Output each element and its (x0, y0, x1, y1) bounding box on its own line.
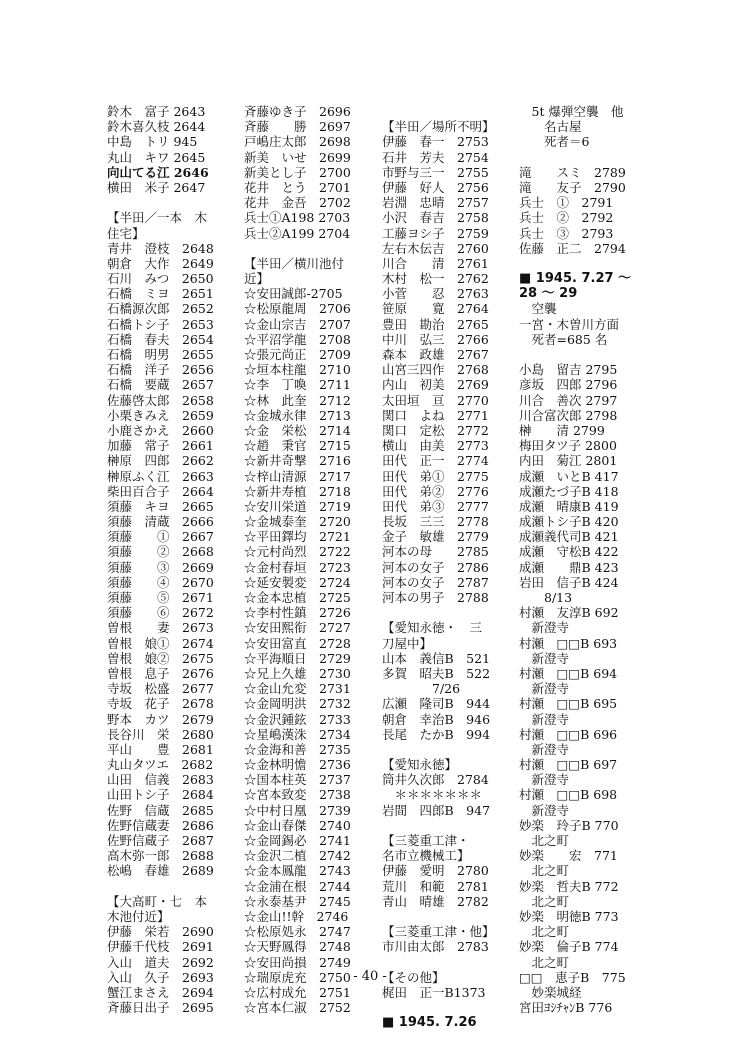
list-entry: 伊藤 栄若 2690 (107, 924, 214, 940)
list-entry: ☆松原龍周 2706 (244, 301, 351, 317)
list-entry: 村瀬 □□B 694 (519, 665, 618, 681)
spacer (382, 909, 510, 924)
list-entry: 柴田百合子 2664 (107, 483, 214, 499)
list-entry: 中島 トリ 945 (107, 134, 198, 150)
list-entry: 入山 久子 2693 (107, 969, 214, 985)
list-entry: 榊原ふく江 2663 (107, 468, 214, 484)
section-date-heading: 28 ～ 29 (519, 286, 578, 302)
list-entry: ☆中村日凰 2739 (244, 802, 351, 818)
list-entry: 須藤 清蔵 2666 (107, 514, 214, 530)
list-entry: 須藤 ④ 2670 (107, 574, 214, 590)
list-entry: 金子 敏雄 2779 (382, 529, 489, 545)
list-entry: 須藤 ② 2668 (107, 544, 214, 560)
list-entry: 朝倉 大作 2649 (107, 255, 214, 271)
list-entry: 木池付近】 (107, 908, 170, 924)
list-entry: 斉藤日出子 2695 (107, 1000, 214, 1016)
list-entry: 工藤ヨシ子 2759 (382, 225, 489, 241)
spacer (107, 879, 232, 894)
list-entry: 7/26 (382, 681, 461, 697)
list-entry: 関口 定松 2772 (382, 422, 489, 438)
list-entry: ☆金村春垣 2723 (244, 559, 351, 575)
list-entry: 名古屋 (519, 119, 582, 135)
list-entry: 平山 豊 2681 (107, 741, 214, 757)
list-entry: 兵士①A198 2703 (244, 210, 351, 226)
list-entry: 青井 澄枝 2648 (107, 240, 214, 256)
spacer (519, 256, 644, 271)
list-entry: ☆梓山清源 2717 (244, 468, 351, 484)
list-entry: 寺坂 花子 2678 (107, 696, 214, 712)
list-entry: 村瀬 □□B 695 (519, 696, 618, 712)
list-entry: 木村 松一 2762 (382, 271, 489, 287)
list-entry: 須藤 ① 2667 (107, 529, 214, 545)
list-entry: 山宮三四作 2768 (382, 362, 489, 378)
list-entry: 死者＝6 (519, 134, 590, 150)
list-entry: 妙楽 宏 771 (519, 848, 618, 864)
list-entry: 新澄寺 (519, 650, 570, 666)
list-entry: 高木弥一郎 2688 (107, 848, 214, 864)
list-entry: 加藤 常子 2661 (107, 438, 214, 454)
list-entry: 成瀬 鼎B 423 (519, 559, 619, 575)
list-entry: 朝倉 幸治B 946 (382, 711, 491, 727)
list-entry: ☆安田熙衔 2727 (244, 620, 351, 636)
section-heading: 【三菱重工津・他】 (382, 924, 495, 940)
list-entry: 須藤 ⑥ 2672 (107, 605, 214, 621)
list-entry: ☆松原処永 2747 (244, 924, 351, 940)
list-entry: 内田 菊江 2801 (519, 453, 618, 469)
list-entry: ☆金山!!幹 2746 (244, 908, 349, 924)
list-entry: ☆新井寿植 2718 (244, 483, 351, 499)
list-entry: 横田 米子 2647 (107, 179, 206, 195)
column-1 (107, 104, 232, 1015)
list-entry: ＊＊＊＊＊＊＊ (382, 787, 483, 803)
list-entry: 住宅】 (107, 225, 145, 241)
list-entry: 彦坂 四郎 2796 (519, 377, 618, 393)
list-entry: ☆金本鳳龍 2743 (244, 863, 351, 879)
list-entry: 佐野信蔵子 2687 (107, 833, 214, 848)
spacer (382, 818, 510, 833)
list-entry: 成瀬義代司B 421 (519, 529, 619, 545)
list-entry: 青山 晴雄 2782 (382, 893, 489, 909)
list-entry: 広瀬 隆司B 944 (382, 696, 491, 712)
list-entry: ☆天野鳳得 2748 (244, 939, 351, 955)
list-entry: 曽根 娘② 2675 (107, 650, 214, 666)
list-entry: 河本の母 2785 (382, 544, 489, 560)
list-entry: 佐野信蔵妻 2686 (107, 817, 214, 833)
spacer (382, 1000, 510, 1015)
list-entry: 佐野 信蔵 2685 (107, 802, 214, 818)
list-entry: ☆林 此奎 2712 (244, 392, 351, 408)
list-entry: 市川由太郎 2783 (382, 939, 489, 955)
list-entry: 岩間 四郎B 947 (382, 802, 491, 818)
list-entry: 8/13 (519, 590, 573, 605)
list-entry: 左右木伝吉 2760 (382, 240, 489, 256)
list-entry: 小島 留吉 2795 (519, 362, 618, 378)
list-entry: ☆安田富直 2728 (244, 635, 351, 651)
list-entry: 新澄寺 (519, 802, 570, 818)
list-entry: 梅田タツ子 2800 (519, 438, 617, 454)
list-entry: 妙楽 倫子B 774 (519, 939, 619, 955)
list-entry: ☆金浦在根 2744 (244, 878, 351, 894)
list-entry: 兵士 ① 2791 (519, 195, 614, 211)
list-entry: 小栗きみえ 2659 (107, 407, 214, 423)
list-entry: 寺坂 松盛 2677 (107, 681, 214, 697)
list-entry: 滝 スミ 2789 (519, 164, 626, 180)
list-entry: 新澄寺 (519, 681, 570, 697)
column-2 (244, 104, 374, 1015)
spacer (107, 195, 232, 210)
list-entry: 丸山タツエ 2682 (107, 757, 214, 773)
list-entry: □□ 恵子B 775 (519, 969, 626, 985)
list-entry: 新澄寺 (519, 711, 570, 727)
list-entry: 豊田 勘治 2765 (382, 316, 489, 332)
list-entry: ☆李 丁喚 2711 (244, 377, 351, 393)
list-entry: ☆金山宗吉 2707 (244, 316, 351, 332)
list-entry: 斉藤ゆき子 2696 (244, 104, 351, 119)
list-entry: 須藤 ⑤ 2671 (107, 590, 214, 605)
list-entry: ☆金沢二植 2742 (244, 848, 351, 864)
list-entry: ☆金城永律 2713 (244, 407, 351, 423)
list-entry: 宮田ﾖｼﾁｬﾝB 776 (519, 1000, 613, 1016)
list-entry: 横山 由美 2773 (382, 438, 489, 454)
list-entry: 岩淵 忠晴 2757 (382, 195, 489, 211)
list-entry: ☆金林明憺 2736 (244, 757, 351, 773)
list-entry: 須藤 ③ 2669 (107, 559, 214, 575)
list-entry: 小沢 春吉 2758 (382, 210, 489, 226)
list-entry: 戸嶋庄太郎 2698 (244, 134, 351, 150)
list-entry: 石井 芳夫 2754 (382, 149, 489, 165)
list-entry: 北之町 (519, 833, 570, 848)
list-entry: 石橋 洋子 2656 (107, 362, 214, 378)
list-entry: 笹原 寛 2764 (382, 301, 489, 317)
list-entry: 森本 政雄 2767 (382, 347, 489, 362)
list-entry: 榊原 四郎 2662 (107, 453, 214, 469)
list-entry: ☆安田尚損 2749 (244, 954, 351, 970)
list-entry: 河本の女子 2787 (382, 574, 489, 590)
section-heading: 【大高町・七 本 (107, 893, 208, 909)
section-heading: 【その他】 (382, 969, 445, 985)
list-entry: 向山てる江 2646 (107, 164, 209, 180)
list-entry: 石橋 春夫 2654 (107, 331, 214, 347)
list-entry: ☆延安製変 2724 (244, 574, 351, 590)
list-entry: 梶田 正一B1373 (382, 984, 486, 1000)
list-entry: 一宮・木曽川方面 (519, 316, 620, 332)
list-entry: 長坂 三三 2778 (382, 514, 489, 530)
list-entry: ☆金海和善 2735 (244, 741, 351, 757)
page-number: - 40 - (353, 969, 387, 984)
list-entry: 村瀬 □□B 693 (519, 635, 618, 651)
section-heading: 【半田／場所不明】 (382, 119, 495, 135)
list-entry: 太田垣 亘 2770 (382, 392, 489, 408)
list-entry: 新澄寺 (519, 741, 570, 757)
list-entry: 5t 爆弾空襲 他 (519, 104, 624, 119)
list-entry: ☆広村成允 2751 (244, 984, 351, 1000)
list-entry: 死者=685 名 (519, 331, 608, 347)
list-entry: ☆金山允変 2731 (244, 681, 351, 697)
list-entry: 村瀬 友淳B 692 (519, 605, 619, 621)
list-entry: 佐藤啓太郎 2658 (107, 392, 214, 408)
list-entry: ☆新井奇撃 2716 (244, 453, 351, 469)
list-entry: ☆安川栄道 2719 (244, 498, 351, 514)
list-entry: 鈴木 富子 2643 (107, 104, 206, 119)
list-entry: 北之町 (519, 954, 570, 970)
list-entry: 川合 善次 2797 (519, 392, 618, 408)
list-entry: 石橋トシ子 2653 (107, 316, 214, 332)
list-entry: 曽根 息子 2676 (107, 665, 214, 681)
list-entry: ☆平田鐸均 2721 (244, 529, 351, 545)
section-heading: 【半田／横川池付 (244, 255, 345, 271)
list-entry: 兵士 ③ 2793 (519, 225, 614, 241)
list-entry: 伊藤 春一 2753 (382, 134, 489, 150)
list-entry: 丸山 キワ 2645 (107, 149, 206, 165)
list-entry: 川合富次郎 2798 (519, 407, 618, 423)
spacer (382, 605, 510, 620)
list-entry: 田代 弟① 2775 (382, 468, 489, 484)
list-entry: 蟹江まさえ 2694 (107, 984, 214, 1000)
list-entry: 田代 弟③ 2777 (382, 498, 489, 514)
list-entry: 新美 いせ 2699 (244, 149, 351, 165)
list-entry: 刀屋中】 (382, 635, 433, 651)
spacer (382, 955, 510, 970)
list-entry: ☆星嶋漢洙 2734 (244, 726, 351, 742)
list-entry: ☆兄上久雄 2730 (244, 665, 351, 681)
list-entry: 兵士②A199 2704 (244, 225, 351, 241)
list-entry: 市野与三一 2755 (382, 164, 489, 180)
section-date-heading: ■ 1945. 7.27 ～ (519, 271, 632, 287)
section-heading: 【半田／一本 木 (107, 210, 208, 226)
list-entry: 筒井久次郎 2784 (382, 772, 489, 788)
list-entry: 新澄寺 (519, 772, 570, 788)
list-entry: ☆安田誠郎-2705 (244, 286, 343, 302)
list-entry: 成瀬 晴康B 419 (519, 498, 619, 514)
list-entry: ☆張元尚正 2709 (244, 347, 351, 362)
list-entry: 山田トシ子 2684 (107, 787, 214, 803)
spacer (382, 104, 510, 119)
column-4 (519, 104, 644, 1015)
list-entry: 村瀬 □□B 697 (519, 757, 618, 773)
list-entry: 村瀬 □□B 698 (519, 787, 618, 803)
section-heading: 【愛知永徳・ 三 (382, 620, 483, 636)
list-entry: 名市立機械工】 (382, 848, 470, 864)
list-entry: 伊藤 好人 2756 (382, 179, 489, 195)
list-entry: ☆金本忠植 2725 (244, 590, 351, 605)
list-entry: 滝 友子 2790 (519, 179, 626, 195)
section-heading: 【愛知永徳】 (382, 757, 458, 773)
list-entry: ☆趙 秉官 2715 (244, 438, 351, 454)
list-entry: 川合 清 2761 (382, 255, 489, 271)
spacer (244, 241, 374, 256)
list-entry: 田代 正一 2774 (382, 453, 489, 469)
list-entry: 花井 とう 2701 (244, 179, 351, 195)
list-entry: ☆宮本仁淑 2752 (244, 1000, 351, 1016)
list-entry: 石橋 要蔵 2657 (107, 377, 214, 393)
list-entry: 石橋源次郎 2652 (107, 301, 214, 317)
list-entry: 成瀬 守松B 422 (519, 544, 619, 560)
list-entry: ☆金岡錫必 2741 (244, 833, 351, 848)
list-entry: ☆垣本柱龍 2710 (244, 362, 351, 378)
list-entry: 岩田 信子B 424 (519, 574, 619, 590)
list-entry: 荒川 和範 2781 (382, 878, 489, 894)
list-entry: 成瀬トシ子B 420 (519, 514, 619, 530)
list-entry: 曽根 娘① 2674 (107, 635, 214, 651)
list-entry: 成瀬たづ子B 418 (519, 483, 619, 499)
spacer (382, 742, 510, 757)
list-entry: 長尾 たかB 994 (382, 726, 491, 742)
section-date-heading: ■ 1945. 7.26 (382, 1015, 477, 1031)
list-entry: 田代 弟② 2776 (382, 483, 489, 499)
list-entry: 河本の女子 2786 (382, 559, 489, 575)
list-entry: 小菅 忍 2763 (382, 286, 489, 302)
list-entry: 花井 金吾 2702 (244, 195, 351, 211)
list-entry: ☆平沼学龍 2708 (244, 331, 351, 347)
list-entry: 空襲 (519, 301, 557, 317)
spacer (519, 150, 644, 165)
list-entry: 妙楽 明徳B 773 (519, 908, 619, 924)
list-entry: 石川 みつ 2650 (107, 271, 214, 287)
list-entry: 北之町 (519, 924, 570, 940)
list-entry: 近】 (244, 271, 270, 287)
list-entry: 成瀬 いとB 417 (519, 468, 619, 484)
column-3 (382, 104, 510, 1030)
list-entry: 伊藤 愛明 2780 (382, 863, 489, 879)
list-entry: ☆永泰基尹 2745 (244, 893, 351, 909)
list-entry: 村瀬 □□B 696 (519, 726, 618, 742)
list-entry: ☆金 栄松 2714 (244, 422, 351, 438)
list-entry: 斉藤 勝 2697 (244, 119, 351, 135)
list-entry: 新澄寺 (519, 620, 570, 636)
list-entry: 須藤 キヨ 2665 (107, 498, 214, 514)
list-entry: ☆平海順日 2729 (244, 650, 351, 666)
list-entry: 山本 義信B 521 (382, 650, 491, 666)
list-entry: 鈴木喜久枝 2644 (107, 119, 206, 135)
list-entry: ☆金岡明洪 2732 (244, 696, 351, 712)
list-entry: ☆瑞原虎充 2750 (244, 969, 351, 985)
list-entry: 中川 弘三 2766 (382, 331, 489, 347)
list-entry: 北之町 (519, 863, 570, 879)
spacer (519, 347, 644, 362)
list-entry: 榊 清 2799 (519, 422, 605, 438)
list-entry: 新美とし子 2700 (244, 164, 351, 180)
list-entry: 北之町 (519, 893, 570, 909)
list-entry: 妙楽 哲夫B 772 (519, 878, 619, 894)
list-entry: ☆李村性鎮 2726 (244, 605, 351, 621)
list-entry: 入山 道夫 2692 (107, 954, 214, 970)
list-entry: 石橋 ミヨ 2651 (107, 286, 214, 302)
list-entry: 松嶋 春雄 2689 (107, 863, 214, 879)
list-entry: 長谷川 栄 2680 (107, 726, 214, 742)
list-entry: 妙楽 玲子B 770 (519, 817, 619, 833)
list-entry: 妙楽城経 (519, 984, 582, 1000)
list-entry: 内山 初美 2769 (382, 377, 489, 393)
list-entry: 多賀 昭夫B 522 (382, 665, 491, 681)
list-entry: ☆国本柱英 2737 (244, 772, 351, 788)
list-entry: ☆金沢鍾鉉 2733 (244, 711, 351, 727)
list-entry: 小鹿さかえ 2660 (107, 422, 214, 438)
list-entry: 野本 カツ 2679 (107, 711, 214, 727)
list-entry: 石橋 明男 2655 (107, 347, 214, 362)
list-entry: 河本の男子 2788 (382, 590, 489, 605)
list-entry: 伊藤千代枝 2691 (107, 939, 214, 955)
list-entry: 山田 信義 2683 (107, 772, 214, 788)
list-entry: ☆金城泰奎 2720 (244, 514, 351, 530)
list-entry: ☆元村尚烈 2722 (244, 544, 351, 560)
list-entry: ☆金山春傑 2740 (244, 817, 351, 833)
list-entry: ☆宮本致変 2738 (244, 787, 351, 803)
list-entry: 兵士 ② 2792 (519, 210, 614, 226)
list-entry: 関口 よね 2771 (382, 407, 489, 423)
list-entry: 曽根 妻 2673 (107, 620, 214, 636)
list-entry: 佐藤 正二 2794 (519, 240, 626, 256)
section-heading: 【三菱重工津・ (382, 833, 470, 848)
